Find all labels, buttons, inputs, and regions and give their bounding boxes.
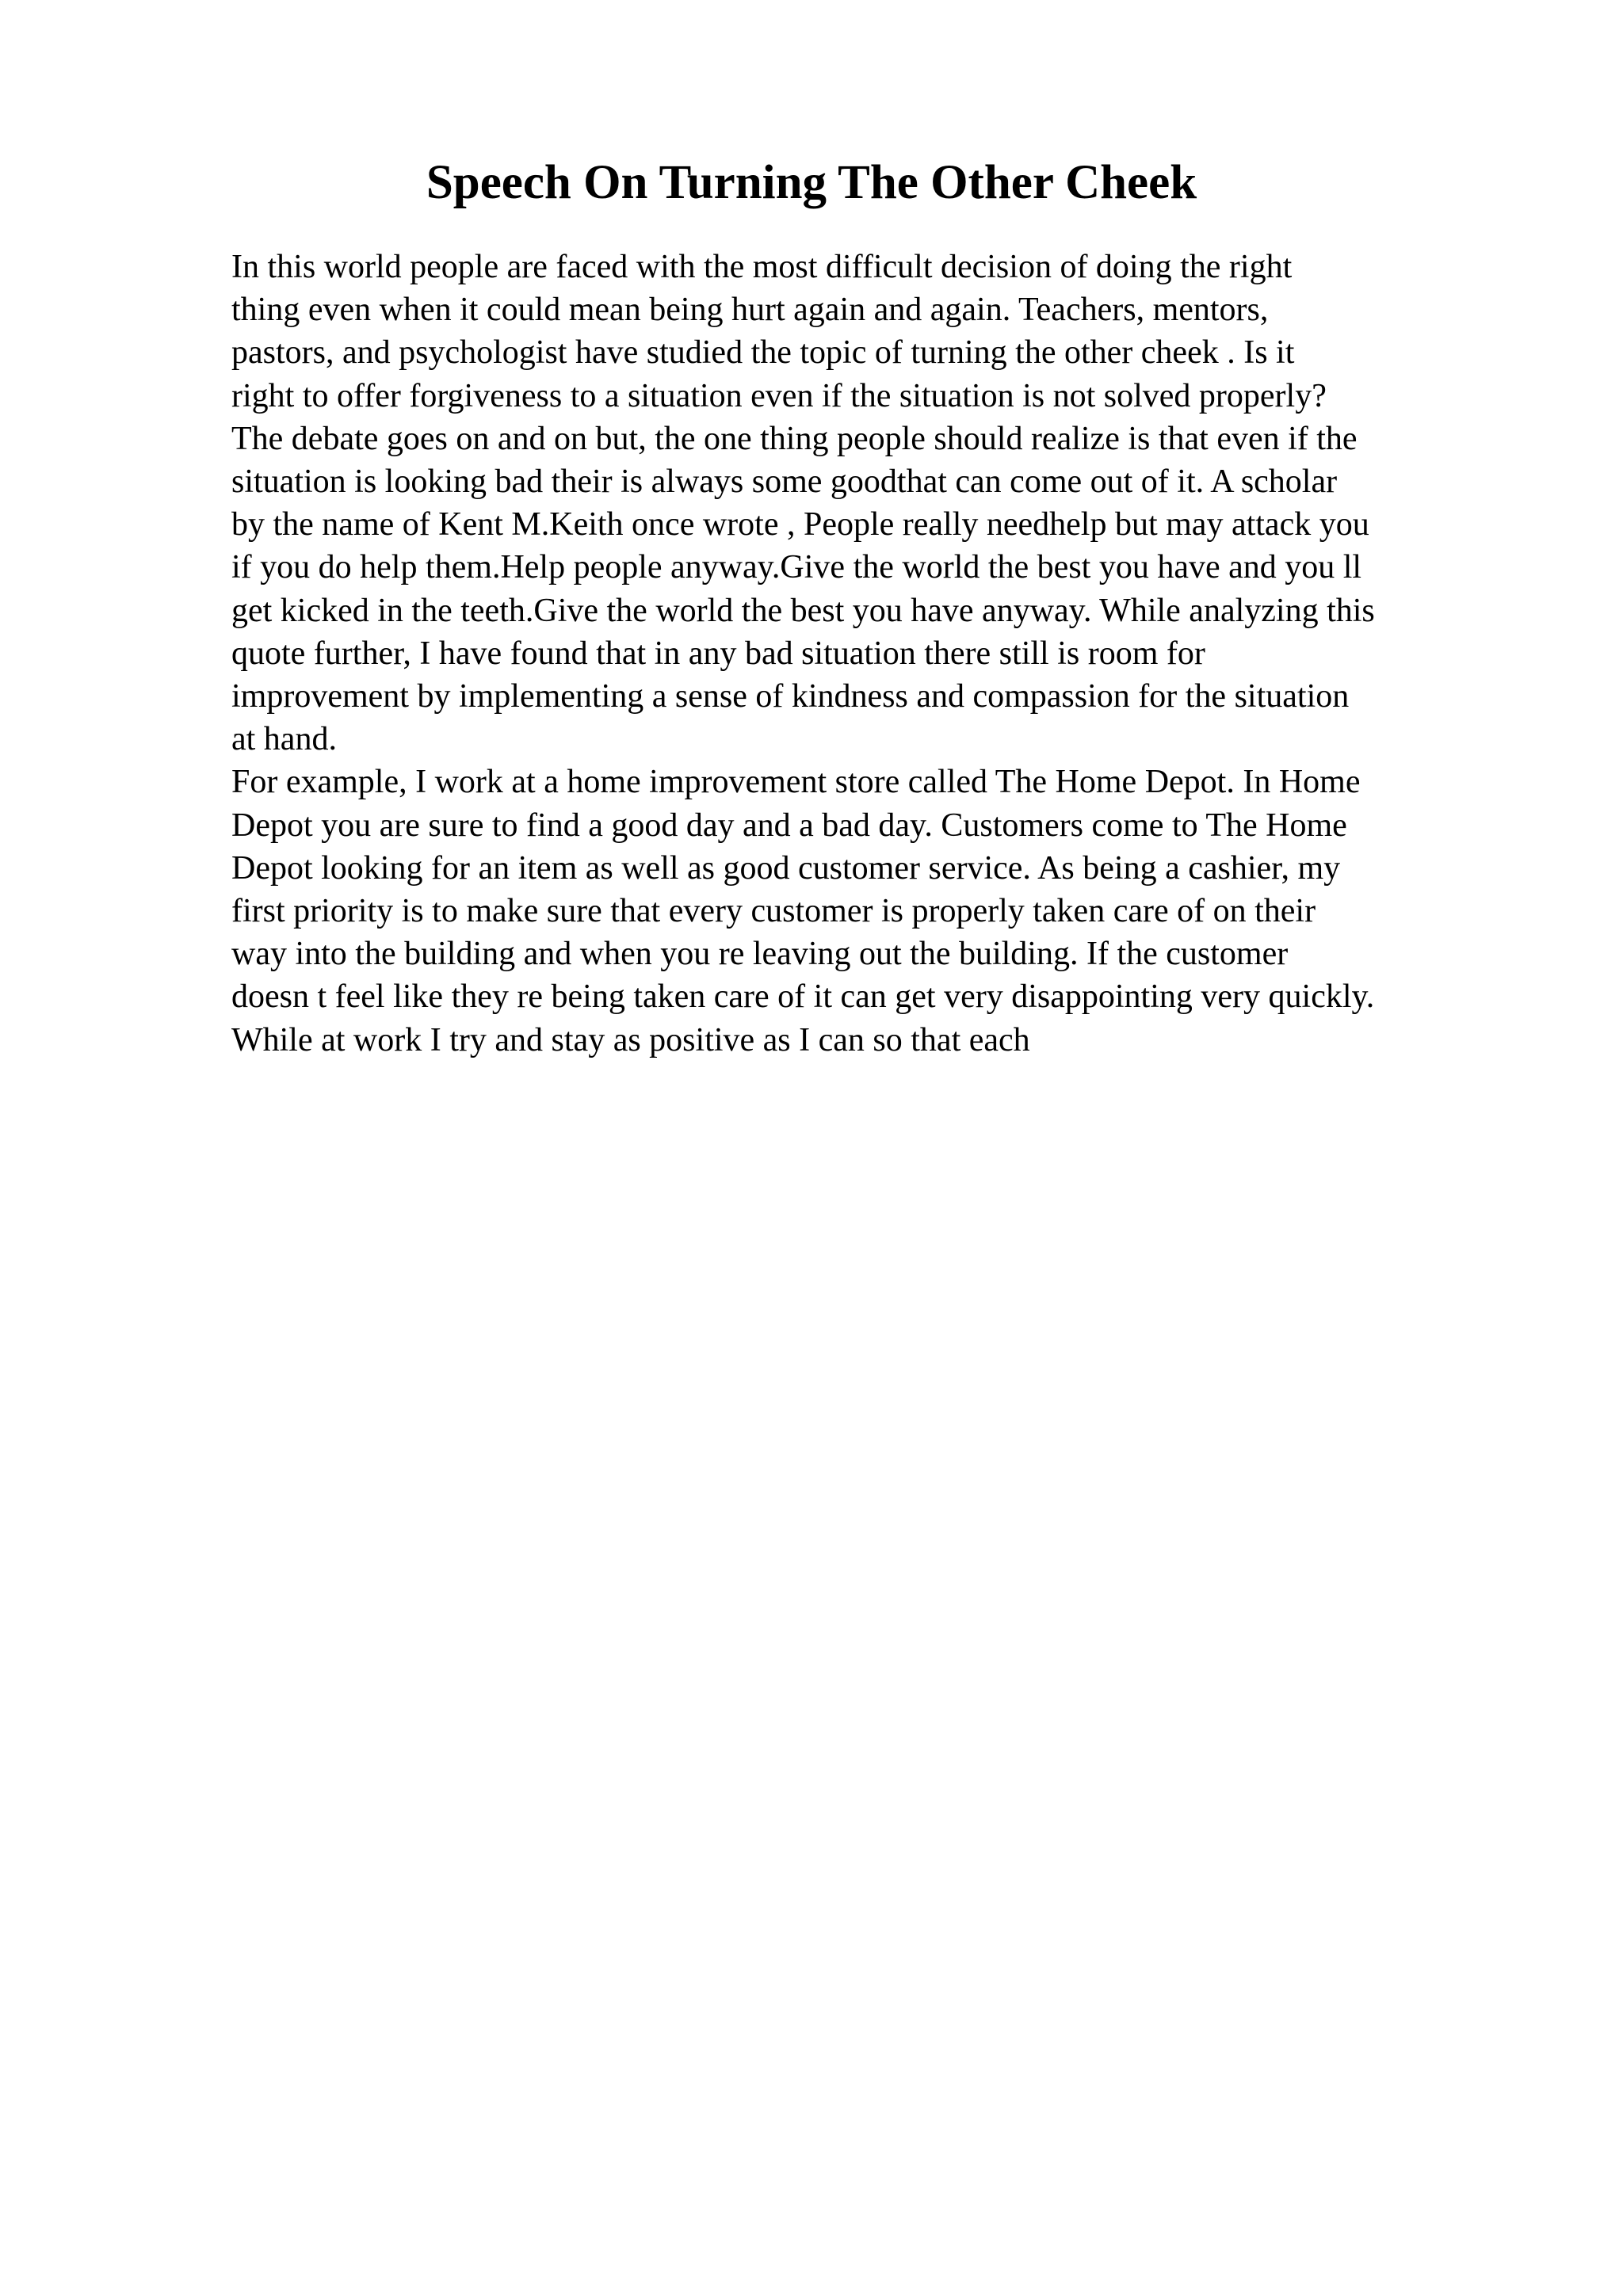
text-line: at hand. bbox=[231, 721, 337, 758]
text-line: Depot you are sure to find a good day and a bad day. Customers come to The Home bbox=[231, 807, 1347, 844]
text-line: While at work I try and stay as positive as I can so that each bbox=[231, 1021, 1030, 1058]
text-line: thing even when it could mean being hurt again and again. Teachers, mentors, bbox=[231, 292, 1269, 329]
text-line: The debate goes on and on but, the one thing people should realize is that even if the bbox=[231, 420, 1358, 457]
text-line: Depot looking for an item as well as good customer service. As being a cashier, my bbox=[231, 849, 1341, 887]
text-line: right to offer forgiveness to a situation even if the situation is not solved properly? bbox=[231, 377, 1327, 414]
text-line: In this world people are faced with the most difficult decision of doing the right bbox=[231, 249, 1293, 285]
text-line: way into the building and when you re leaving out the building. If the customer bbox=[231, 936, 1289, 973]
body-text bbox=[231, 246, 1515, 1062]
text-line: first priority is to make sure that every customer is properly taken care of on their bbox=[231, 893, 1316, 930]
text-line: pastors, and psychologist have studied the topic of turning the other cheek . Is it bbox=[231, 334, 1295, 372]
text-line: get kicked in the teeth.Give the world the best you have anyway. While analyzing this bbox=[231, 592, 1375, 629]
text-line: improvement by implementing a sense of kindness and compassion for the situation bbox=[231, 678, 1350, 715]
text-line: if you do help them.Help people anyway.Give the world the best you have and you ll bbox=[231, 549, 1362, 586]
text-line: doesn t feel like they re being taken care of it can get very disappointing very quickly. bbox=[231, 978, 1375, 1016]
text-line: For example, I work at a home improvement store called The Home Depot. In Home bbox=[231, 764, 1361, 801]
text-line: quote further, I have found that in any bad situation there still is room for bbox=[231, 635, 1205, 672]
text-line: by the name of Kent M.Keith once wrote , People really needhelp but may attack you bbox=[231, 506, 1369, 543]
text-line: situation is looking bad their is always some goodthat can come out of it. A scholar bbox=[231, 463, 1338, 501]
page-title: Speech On Turning The Other Cheek bbox=[426, 156, 1197, 209]
